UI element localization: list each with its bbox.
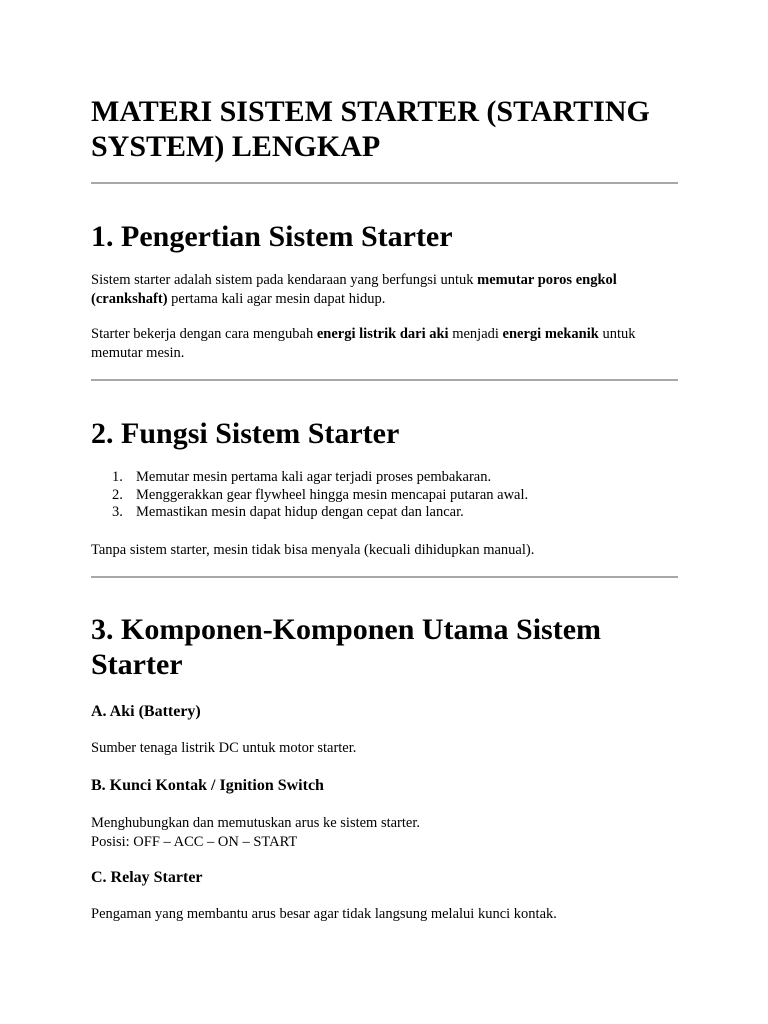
- function-list: [91, 469, 678, 522]
- document-title: MATERI SISTEM STARTER (STARTING SYSTEM) LENGKAP: [91, 95, 650, 163]
- section-1-heading: 1. Pengertian Sistem Starter: [91, 220, 453, 253]
- subsection-b-heading: B. Kunci Kontak / Ignition Switch: [91, 777, 324, 794]
- section-1-paragraph-1: Sistem starter adalah sistem pada kendaraan yang berfungsi untuk memutar poros engkol (crankshaft) pertama kali agar mesin dapat hidup.: [91, 272, 617, 307]
- ignition-positions: Posisi: OFF – ACC – ON – START: [91, 834, 298, 850]
- divider: [91, 379, 678, 381]
- divider: [91, 576, 678, 578]
- subsection-c-text: Pengaman yang membantu arus besar agar tidak langsung melalui kunci kontak.: [91, 906, 557, 922]
- list-item: 1. Memutar mesin pertama kali agar terjadi proses pembakaran.: [112, 469, 492, 485]
- divider: [91, 182, 678, 184]
- subsection-a-heading: A. Aki (Battery): [91, 703, 201, 720]
- section-2-note: Tanpa sistem starter, mesin tidak bisa menyala (kecuali dihidupkan manual).: [91, 542, 535, 558]
- list-item: 3. Memastikan mesin dapat hidup dengan cepat dan lancar.: [112, 504, 464, 520]
- section-2-heading: 2. Fungsi Sistem Starter: [91, 417, 400, 450]
- subsection-c-heading: C. Relay Starter: [91, 869, 203, 886]
- subsection-b-text: Menghubungkan dan memutuskan arus ke sistem starter. Posisi: OFF – ACC – ON – START: [91, 815, 421, 850]
- subsection-a-text: Sumber tenaga listrik DC untuk motor starter.: [91, 740, 357, 756]
- section-1-paragraph-2: Starter bekerja dengan cara mengubah energi listrik dari aki menjadi energi mekanik untuk memutar mesin.: [91, 326, 636, 361]
- list-item: 2. Menggerakkan gear flywheel hingga mesin mencapai putaran awal.: [112, 486, 529, 503]
- section-3-heading: 3. Komponen-Komponen Utama Sistem Starter: [91, 613, 602, 681]
